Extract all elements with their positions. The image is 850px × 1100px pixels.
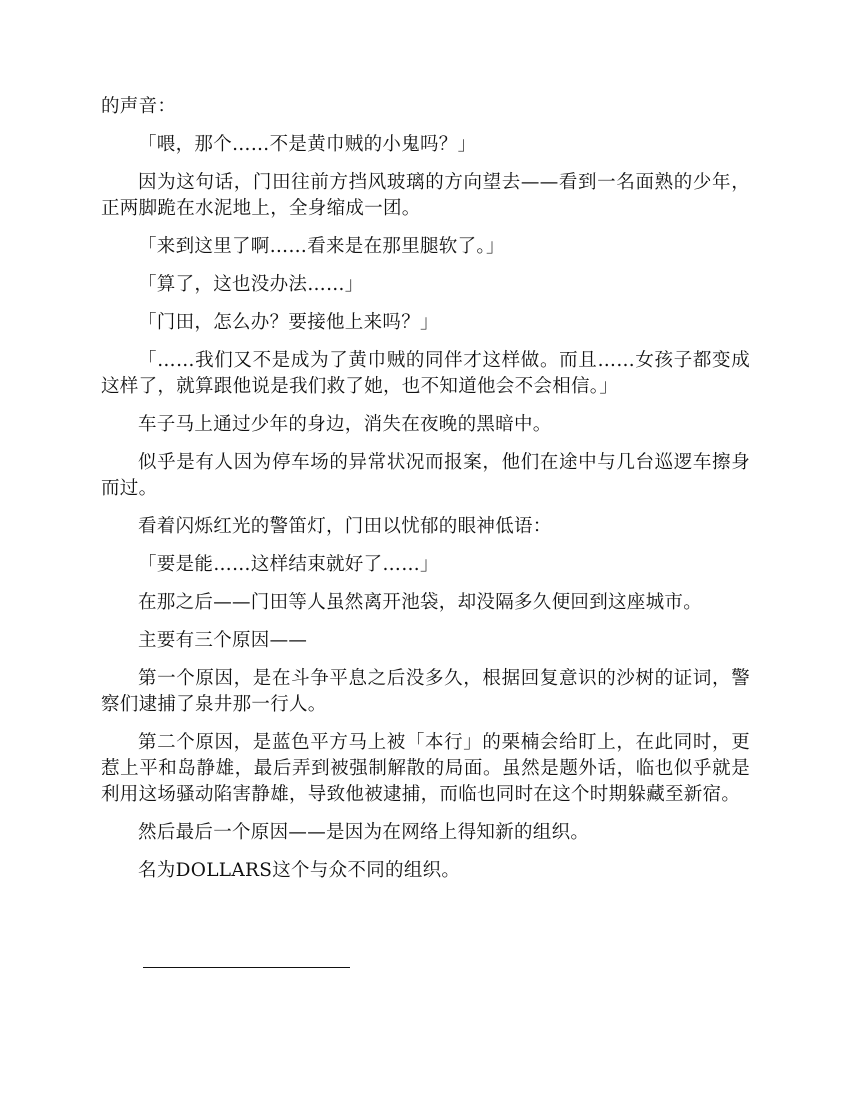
paragraph-3: 因为这句话，门田往前方挡风玻璃的方向望去——看到一名面熟的少年，正两脚跪在水泥地上，全身缩成一团。 xyxy=(101,172,750,219)
paragraph-6: 「门田，怎么办？要接他上来吗？」 xyxy=(138,312,439,333)
paragraph-17: 名为DOLLARS这个与众不同的组织。 xyxy=(138,860,461,881)
paragraph-9: 似乎是有人因为停车场的异常状况而报案，他们在途中与几台巡逻车擦身而过。 xyxy=(101,452,750,499)
paragraph-1: 的声音： xyxy=(101,96,177,117)
paragraph-5: 「算了，这也没办法……」 xyxy=(138,274,364,295)
paragraph-15: 第二个原因，是蓝色平方马上被「本行」的栗楠会给盯上，在此同时，更惹上平和岛静雄，最后弄到被强制解散的局面。虽然是题外话，临也似乎就是利用这场骚动陷害静雄，导致他被逮捕，而临也同时在这个时期躲藏至新宿。 xyxy=(101,732,750,805)
paragraph-11: 「要是能……这样结束就好了……」 xyxy=(138,554,439,575)
document-body xyxy=(101,94,750,896)
paragraph-8: 车子马上通过少年的身边，消失在夜晚的黑暗中。 xyxy=(138,414,552,435)
paragraph-7: 「……我们又不是成为了黄巾贼的同伴才这样做。而且……女孩子都变成这样了，就算跟他说是我们救了她，也不知道他会不会相信。」 xyxy=(101,350,750,397)
paragraph-2: 「喂，那个……不是黄巾贼的小鬼吗？」 xyxy=(138,134,477,155)
paragraph-12: 在那之后——门田等人虽然离开池袋，却没隔多久便回到这座城市。 xyxy=(138,592,703,613)
section-divider-line xyxy=(143,967,350,968)
paragraph-14: 第一个原因，是在斗争平息之后没多久，根据回复意识的沙树的证词，警察们逮捕了泉井那一行人。 xyxy=(101,668,750,715)
paragraph-13: 主要有三个原因—— xyxy=(138,630,308,651)
paragraph-10: 看着闪烁红光的警笛灯，门田以忧郁的眼神低语： xyxy=(138,516,552,537)
paragraph-16: 然后最后一个原因——是因为在网络上得知新的组织。 xyxy=(138,822,590,843)
paragraph-4: 「来到这里了啊……看来是在那里腿软了。」 xyxy=(138,236,505,257)
